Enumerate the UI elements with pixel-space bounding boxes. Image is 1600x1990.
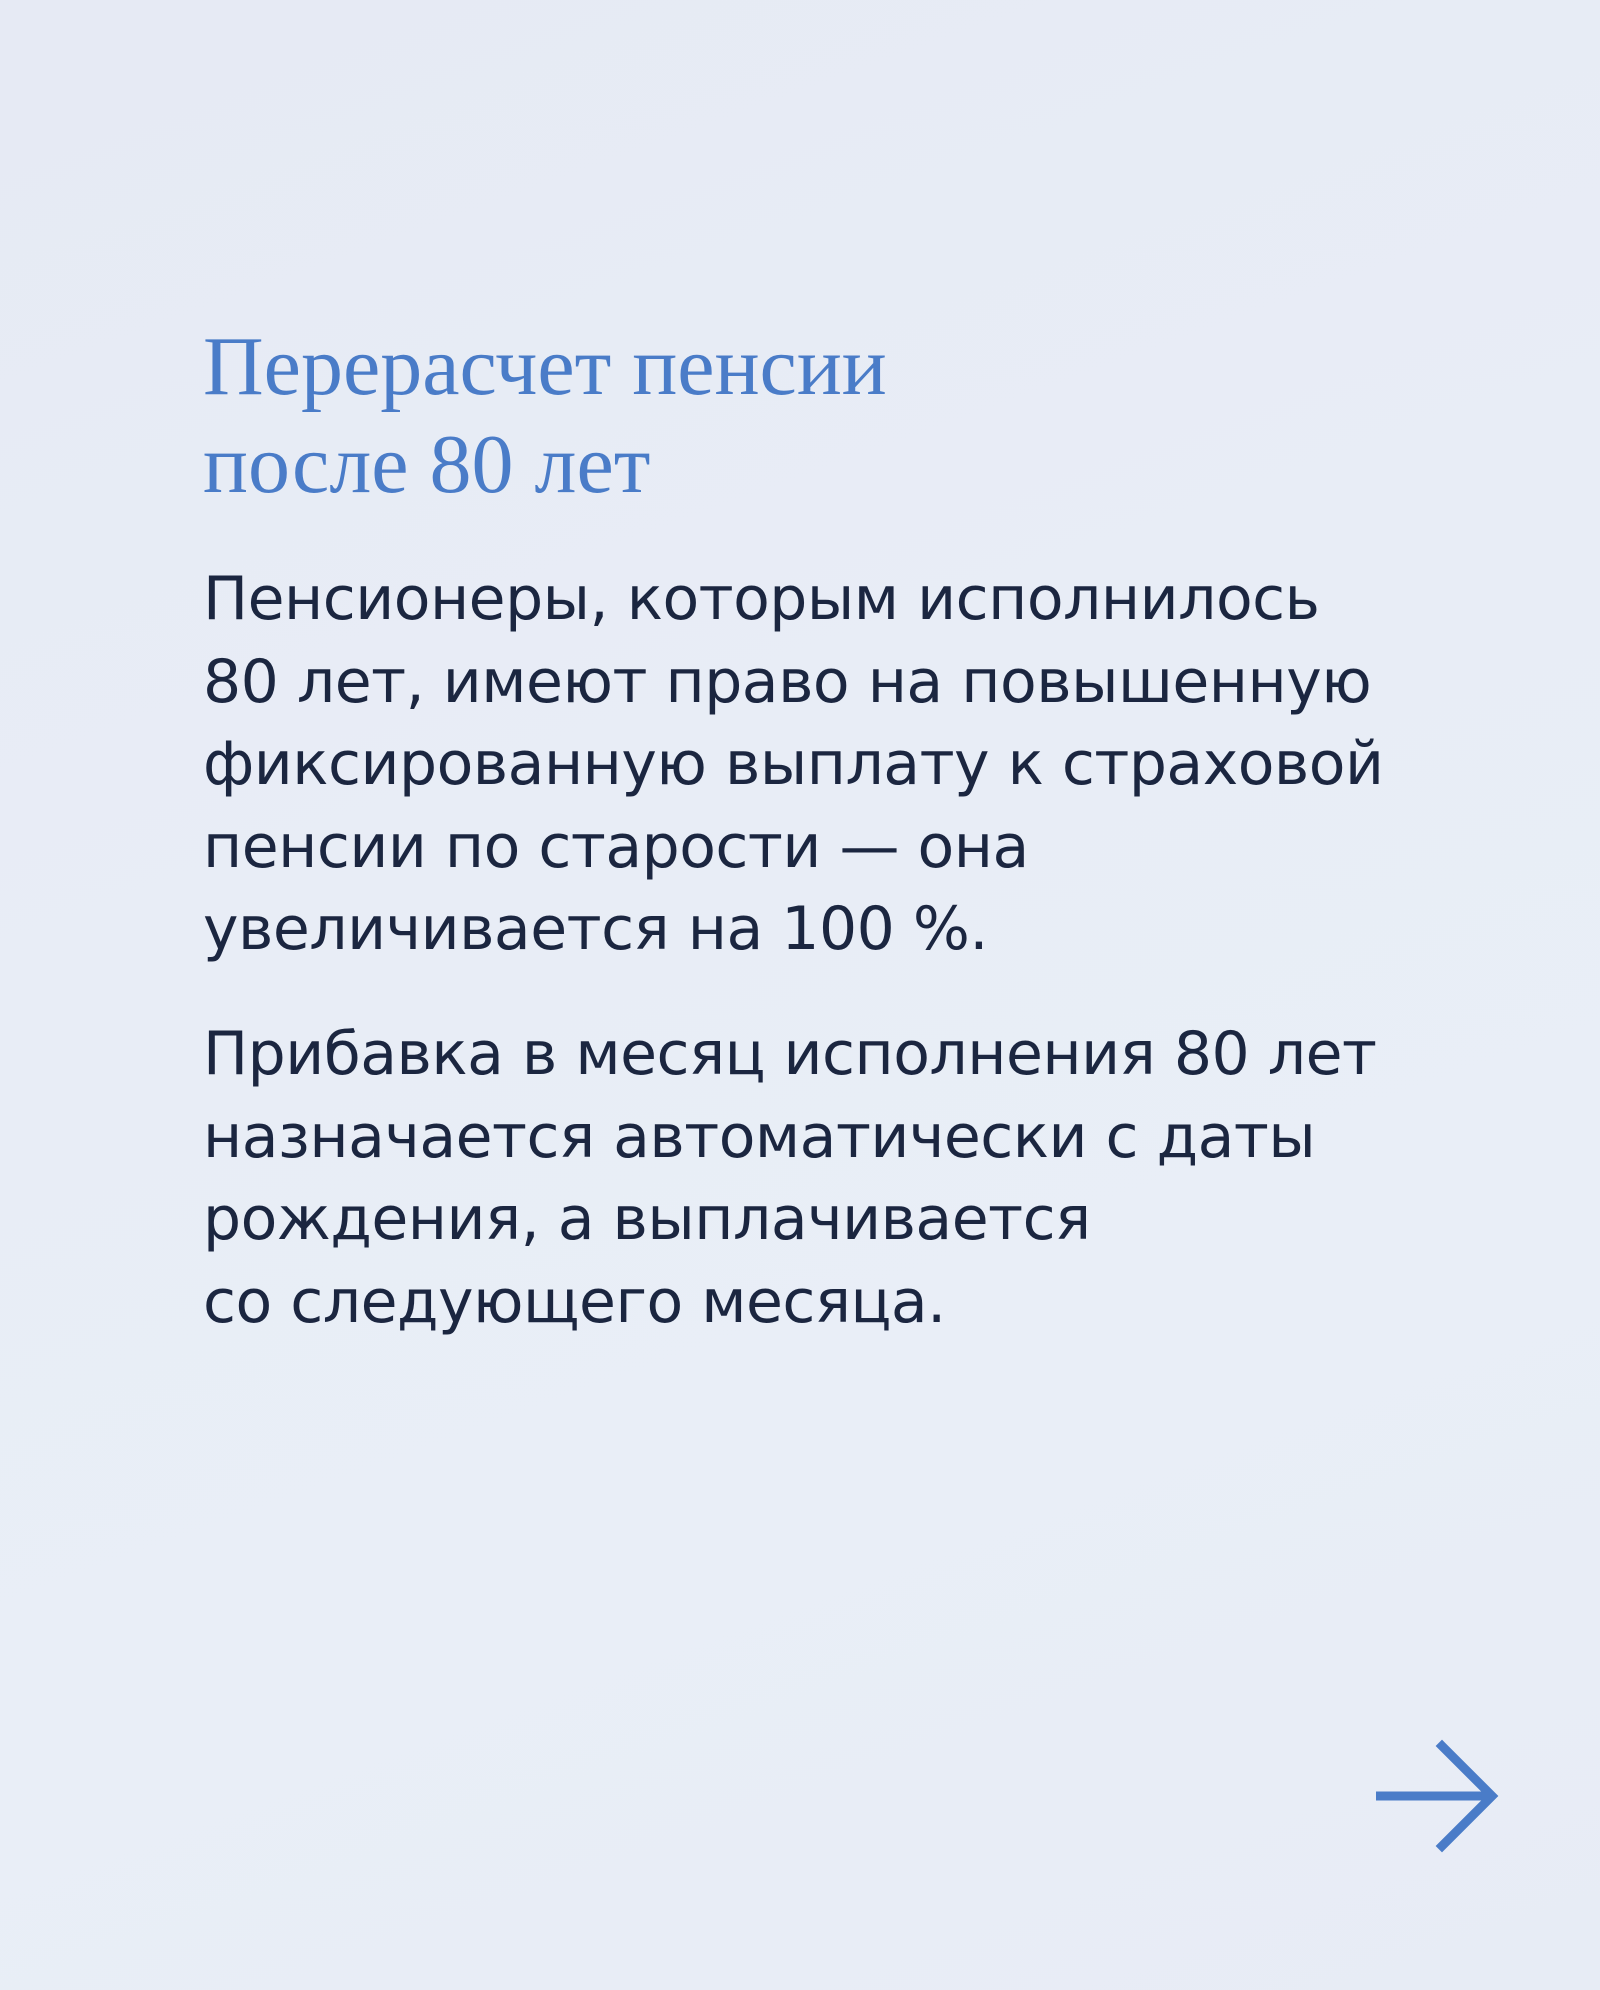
text-line: рождения, а выплачивается — [203, 1184, 1091, 1254]
text-line: назначается автоматически с даты — [203, 1101, 1316, 1172]
text-line: Пенсионеры, которым исполнилось — [203, 564, 1320, 634]
body-paragraph-2 — [203, 1013, 1463, 1343]
text-line: Прибавка в месяц исполнения 80 лет — [203, 1019, 1377, 1089]
text-line: пенсии по старости — она — [203, 811, 1029, 882]
text-line: увеличивается на 100 %. — [203, 894, 988, 964]
text-line: фиксированную выплату к страховой — [203, 729, 1384, 799]
page-title — [203, 318, 1403, 514]
title-line: Перерасчет пенсии — [203, 320, 887, 413]
body-paragraph-1 — [203, 558, 1463, 971]
text-line: со следующего месяца. — [203, 1266, 946, 1337]
next-slide-button[interactable] — [1376, 1738, 1502, 1854]
title-line: после 80 лет — [203, 418, 651, 511]
text-line: 80 лет, имеют право на повышенную — [203, 646, 1372, 717]
arrow-right-icon — [1376, 1738, 1502, 1854]
